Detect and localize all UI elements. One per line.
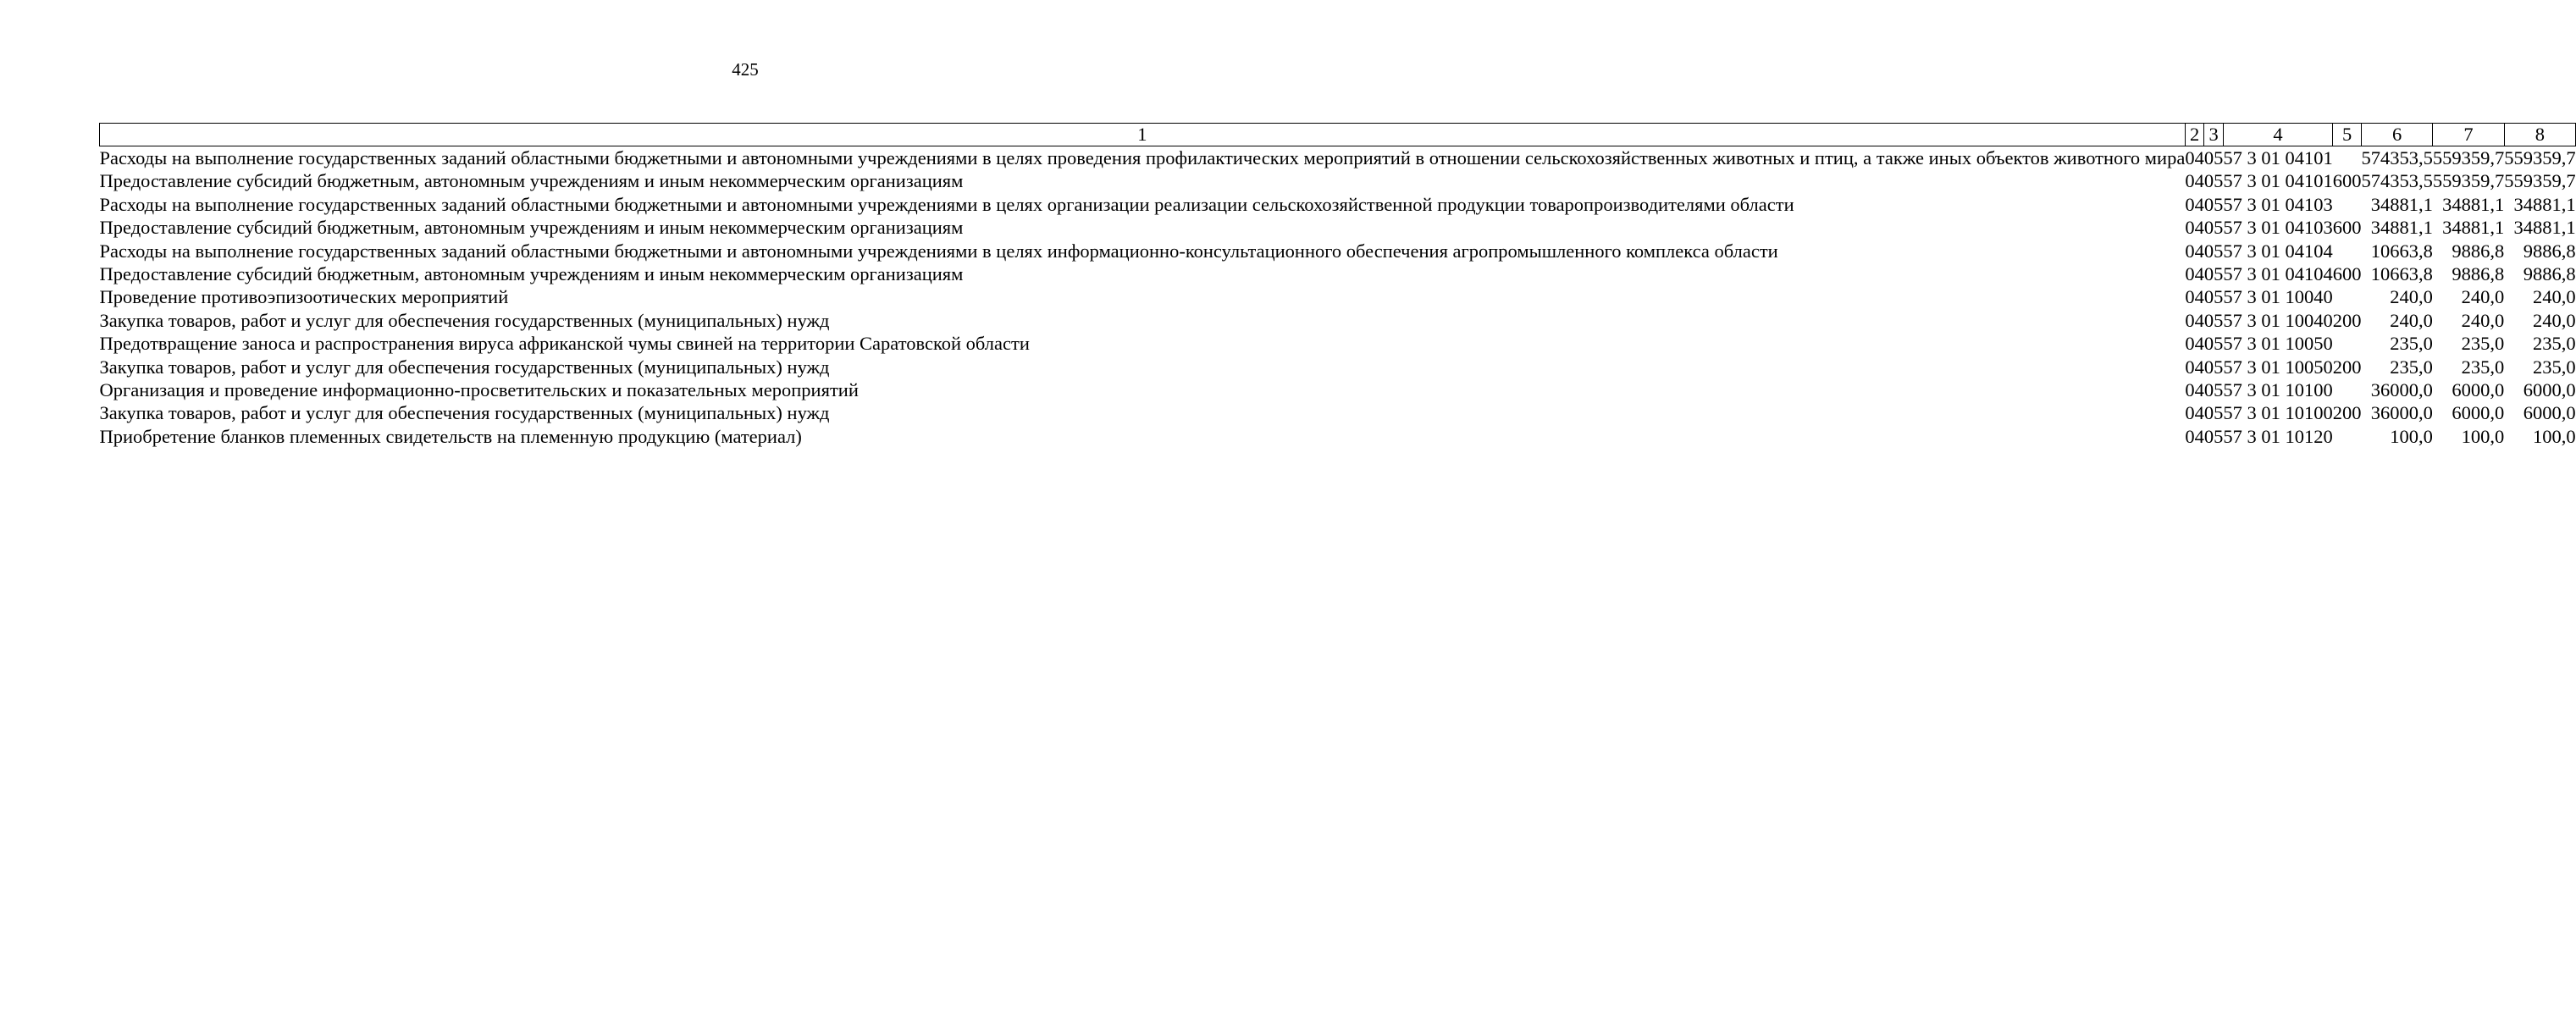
table-header xyxy=(100,124,2576,146)
row-description: Закупка товаров, работ и услуг для обеспечения государственных (муниципальных) нужд xyxy=(99,402,830,424)
budget-table xyxy=(99,123,2576,448)
row-amount-6: 574353,5 xyxy=(2361,147,2433,168)
row-amount-6: 235,0 xyxy=(2390,333,2433,355)
table-body xyxy=(100,146,2576,449)
table-row xyxy=(100,285,2576,308)
row-description: Предоставление субсидий бюджетным, автономным учреждениям и иным некоммерческим организациям xyxy=(99,217,964,239)
row-expense-type: 600 xyxy=(2332,217,2362,239)
page-number: 425 xyxy=(732,59,759,80)
row-amount-7: 559359,7 xyxy=(2432,147,2505,168)
row-subsection: 05 xyxy=(2203,402,2224,424)
row-subsection: 05 xyxy=(2203,170,2224,192)
row-section: 04 xyxy=(2185,286,2204,308)
row-amount-8: 235,0 xyxy=(2532,333,2576,355)
row-expense-type xyxy=(2333,285,2362,308)
column-header-1: 1 xyxy=(100,124,2186,146)
row-amount-6: 240,0 xyxy=(2390,286,2433,308)
row-description: Расходы на выполнение государственных заданий областными бюджетными и автономными учреждениями в целях организации реализации сельскохозяйственной продукции товаропроизводителями области xyxy=(99,193,1794,215)
row-amount-8: 235,0 xyxy=(2532,356,2576,378)
table-row xyxy=(100,425,2576,448)
row-subsection: 05 xyxy=(2203,379,2224,401)
table-row xyxy=(100,309,2576,332)
row-amount-7: 9886,8 xyxy=(2452,240,2505,262)
table-row xyxy=(100,216,2576,239)
row-subsection: 05 xyxy=(2203,217,2224,239)
row-subsection: 05 xyxy=(2203,263,2224,285)
row-section: 04 xyxy=(2185,309,2204,331)
row-section: 04 xyxy=(2185,425,2204,447)
row-subsection: 05 xyxy=(2203,425,2224,447)
row-amount-8: 100,0 xyxy=(2532,425,2576,447)
column-header-4: 4 xyxy=(2223,124,2332,146)
row-amount-6: 34881,1 xyxy=(2370,217,2433,239)
row-amount-7: 6000,0 xyxy=(2452,402,2505,424)
row-expense-type: 600 xyxy=(2332,170,2362,192)
row-amount-7: 235,0 xyxy=(2461,333,2505,355)
row-subsection: 05 xyxy=(2203,309,2224,331)
row-target-code: 57 3 01 10050 xyxy=(2223,356,2333,378)
row-expense-type xyxy=(2333,146,2362,170)
row-description: Предотвращение заноса и распространения вируса африканской чумы свиней на территории Саратовской области xyxy=(99,333,1030,355)
row-description: Закупка товаров, работ и услуг для обеспечения государственных (муниципальных) нужд xyxy=(99,309,830,331)
column-header-8: 8 xyxy=(2504,124,2575,146)
row-subsection: 05 xyxy=(2203,286,2224,308)
row-amount-6: 36000,0 xyxy=(2370,402,2433,424)
row-amount-6: 34881,1 xyxy=(2370,193,2433,215)
row-amount-8: 9886,8 xyxy=(2523,263,2576,285)
table-row xyxy=(100,169,2576,192)
row-amount-8: 6000,0 xyxy=(2523,379,2576,401)
column-header-3: 3 xyxy=(2204,124,2224,146)
row-amount-8: 9886,8 xyxy=(2523,240,2576,262)
row-amount-8: 559359,7 xyxy=(2504,170,2576,192)
row-amount-7: 240,0 xyxy=(2461,309,2505,331)
row-amount-7: 240,0 xyxy=(2461,286,2505,308)
row-amount-7: 6000,0 xyxy=(2452,379,2505,401)
row-amount-7: 559359,7 xyxy=(2432,170,2505,192)
row-description: Расходы на выполнение государственных заданий областными бюджетными и автономными учреждениями в целях проведения профилактических мероприятий в отношении сельскохозяйственных животных и птиц, а также иных объектов животного мира xyxy=(99,147,2186,168)
row-target-code: 57 3 01 10120 xyxy=(2223,425,2333,447)
row-description: Предоставление субсидий бюджетным, автономным учреждениям и иным некоммерческим организациям xyxy=(99,170,964,192)
column-header-7: 7 xyxy=(2433,124,2504,146)
row-description: Расходы на выполнение государственных заданий областными бюджетными и автономными учреждениями в целях информационно-консультационного обеспечения агропромышленного комплекса области xyxy=(99,240,1778,262)
row-target-code: 57 3 01 10050 xyxy=(2223,333,2333,355)
row-subsection: 05 xyxy=(2203,147,2224,168)
row-expense-type: 200 xyxy=(2332,356,2362,378)
row-expense-type xyxy=(2333,378,2362,401)
row-section: 04 xyxy=(2185,356,2204,378)
table-row xyxy=(100,378,2576,401)
row-amount-8: 240,0 xyxy=(2532,286,2576,308)
table-row xyxy=(100,240,2576,262)
row-subsection: 05 xyxy=(2203,240,2224,262)
row-amount-7: 34881,1 xyxy=(2442,193,2505,215)
row-expense-type xyxy=(2333,332,2362,355)
row-expense-type: 200 xyxy=(2332,309,2362,331)
row-target-code: 57 3 01 04104 xyxy=(2223,263,2333,285)
row-section: 04 xyxy=(2185,170,2204,192)
row-subsection: 05 xyxy=(2203,193,2224,215)
row-amount-6: 574353,5 xyxy=(2361,170,2433,192)
table-row xyxy=(100,356,2576,378)
row-target-code: 57 3 01 10100 xyxy=(2223,379,2333,401)
column-header-5: 5 xyxy=(2333,124,2362,146)
row-target-code: 57 3 01 04101 xyxy=(2223,147,2333,168)
row-amount-6: 10663,8 xyxy=(2370,240,2433,262)
row-target-code: 57 3 01 04103 xyxy=(2223,193,2333,215)
row-amount-8: 559359,7 xyxy=(2504,147,2576,168)
row-target-code: 57 3 01 04101 xyxy=(2223,170,2333,192)
row-section: 04 xyxy=(2185,333,2204,355)
row-amount-8: 6000,0 xyxy=(2523,402,2576,424)
row-expense-type: 200 xyxy=(2332,402,2362,424)
row-description: Закупка товаров, работ и услуг для обеспечения государственных (муниципальных) нужд xyxy=(99,356,830,378)
row-amount-8: 240,0 xyxy=(2532,309,2576,331)
row-expense-type xyxy=(2333,193,2362,216)
row-expense-type xyxy=(2333,240,2362,262)
row-section: 04 xyxy=(2185,379,2204,401)
row-amount-6: 240,0 xyxy=(2390,309,2433,331)
row-section: 04 xyxy=(2185,147,2204,168)
row-amount-6: 10663,8 xyxy=(2370,263,2433,285)
row-amount-8: 34881,1 xyxy=(2513,217,2576,239)
row-amount-7: 9886,8 xyxy=(2452,263,2505,285)
row-section: 04 xyxy=(2185,263,2204,285)
table-row xyxy=(100,332,2576,355)
table-row xyxy=(100,401,2576,424)
row-expense-type xyxy=(2333,425,2362,448)
row-subsection: 05 xyxy=(2203,356,2224,378)
row-amount-7: 235,0 xyxy=(2461,356,2505,378)
header-row xyxy=(100,124,2576,146)
row-amount-6: 100,0 xyxy=(2390,425,2433,447)
row-description: Проведение противоэпизоотических мероприятий xyxy=(99,286,509,308)
column-header-2: 2 xyxy=(2185,124,2204,146)
row-description: Организация и проведение информационно-просветительских и показательных мероприятий xyxy=(99,379,859,401)
row-target-code: 57 3 01 10100 xyxy=(2223,402,2333,424)
row-amount-6: 36000,0 xyxy=(2370,379,2433,401)
table-row xyxy=(100,146,2576,170)
row-section: 04 xyxy=(2185,240,2204,262)
row-target-code: 57 3 01 04104 xyxy=(2223,240,2333,262)
row-target-code: 57 3 01 04103 xyxy=(2223,217,2333,239)
column-header-6: 6 xyxy=(2361,124,2432,146)
table-row xyxy=(100,262,2576,285)
row-amount-7: 34881,1 xyxy=(2442,217,2505,239)
row-target-code: 57 3 01 10040 xyxy=(2223,309,2333,331)
row-section: 04 xyxy=(2185,217,2204,239)
row-expense-type: 600 xyxy=(2332,263,2362,285)
row-amount-7: 100,0 xyxy=(2461,425,2505,447)
row-amount-6: 235,0 xyxy=(2390,356,2433,378)
row-amount-8: 34881,1 xyxy=(2513,193,2576,215)
row-section: 04 xyxy=(2185,193,2204,215)
row-target-code: 57 3 01 10040 xyxy=(2223,286,2333,308)
row-description: Приобретение бланков племенных свидетельств на племенную продукцию (материал) xyxy=(99,425,802,447)
row-description: Предоставление субсидий бюджетным, автономным учреждениям и иным некоммерческим организациям xyxy=(99,263,964,285)
row-subsection: 05 xyxy=(2203,333,2224,355)
table-row xyxy=(100,193,2576,216)
row-section: 04 xyxy=(2185,402,2204,424)
